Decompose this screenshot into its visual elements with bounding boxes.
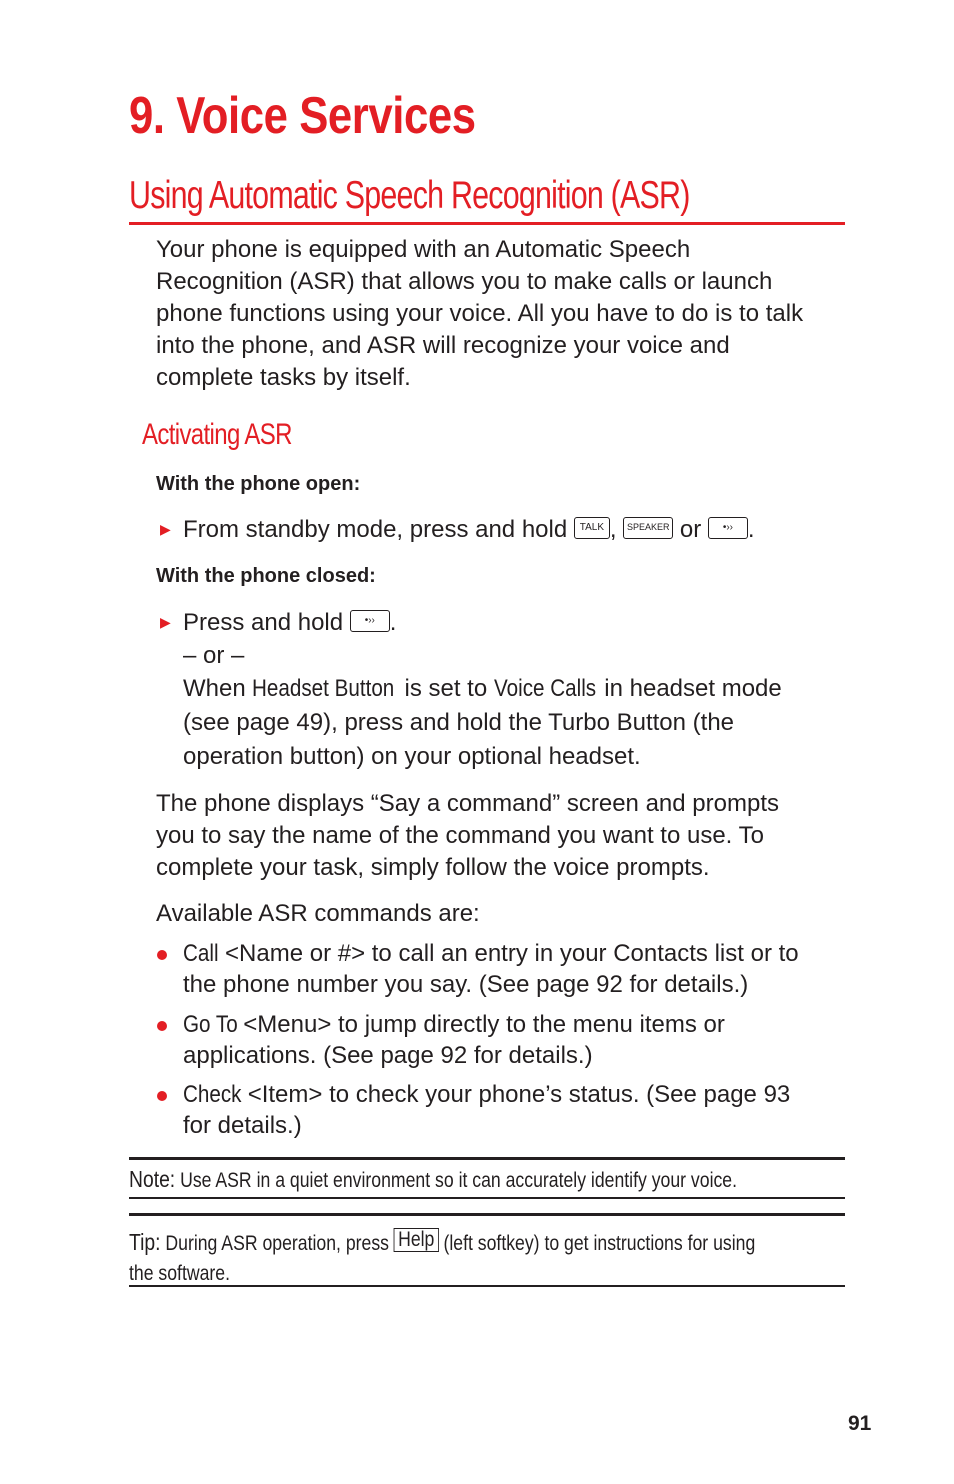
tip-bottom-rule bbox=[129, 1285, 845, 1287]
talk-key-icon: TALK bbox=[574, 517, 610, 539]
command-item: Check <Item> to check your phone’s status. (See page 93 for details.) bbox=[183, 1081, 791, 1139]
step-text: From standby mode, press and hold bbox=[183, 516, 568, 543]
phone-closed-label: With the phone closed: bbox=[156, 565, 376, 587]
chapter-title: 9. Voice Services bbox=[129, 87, 476, 145]
speaker-key-icon: SPEAKER bbox=[623, 517, 673, 539]
command-name: Go To bbox=[183, 1011, 238, 1038]
intro-line: phone functions using your voice. All you have to do is to talk bbox=[156, 300, 804, 327]
arrow-bullet-icon: ▶ bbox=[160, 614, 171, 630]
note bbox=[129, 1166, 737, 1193]
command-item: Call <Name or #> to call an entry in your Contacts list or to the phone number you say. (See page 92 for details.) bbox=[183, 940, 799, 998]
page-number: 91 bbox=[848, 1412, 872, 1435]
command-name: Check bbox=[183, 1081, 242, 1108]
headset-button-term: Headset Button bbox=[252, 675, 395, 702]
tip: Tip: During ASR operation, press Help (left softkey) to get instructions for using the software. bbox=[129, 1228, 756, 1285]
intro-line: Recognition (ASR) that allows you to make calls or launch bbox=[156, 268, 773, 295]
tip-top-rule bbox=[129, 1213, 845, 1216]
voice-key-icon: •›› bbox=[350, 610, 390, 632]
bullet-icon bbox=[157, 950, 167, 960]
phone-closed-step: Press and hold •›› . – or – When Headset Button is set to Voice Calls in headset mode (see page 49), press and hold the Turbo Button (the operation button) on your optional headset. bbox=[183, 609, 782, 770]
bullet-icon bbox=[157, 1091, 167, 1101]
note-top-rule bbox=[129, 1157, 845, 1160]
section-title: Using Automatic Speech Recognition (ASR) bbox=[129, 174, 690, 217]
phone-open-label: With the phone open: bbox=[156, 473, 361, 495]
command-name: Call bbox=[183, 940, 219, 967]
subsection-title: Activating ASR bbox=[142, 418, 292, 451]
help-softkey-icon: Help bbox=[394, 1228, 439, 1252]
tip-label: Tip: bbox=[129, 1229, 161, 1255]
phone-open-step: From standby mode, press and hold TALK , SPEAKER or •›› . bbox=[183, 516, 755, 543]
note-bottom-rule bbox=[129, 1197, 845, 1199]
note-text: Use ASR in a quiet environment so it can accurately identify your voice. bbox=[180, 1169, 738, 1192]
section-rule bbox=[129, 222, 845, 225]
bullet-icon bbox=[157, 1021, 167, 1031]
note-label: Note: bbox=[129, 1166, 176, 1192]
available-label: Available ASR commands are: bbox=[156, 900, 480, 927]
intro-paragraph bbox=[156, 234, 803, 394]
prompt-paragraph: The phone displays “Say a command” screen and prompts you to say the name of the command you want to use. To complete your task, simply follow the voice prompts. bbox=[156, 790, 779, 881]
intro-line: complete tasks by itself. bbox=[156, 364, 411, 391]
arrow-bullet-icon: ▶ bbox=[160, 521, 171, 537]
command-item: Go To <Menu> to jump directly to the menu items or applications. (See page 92 for details.) bbox=[183, 1011, 725, 1069]
voice-calls-term: Voice Calls bbox=[493, 675, 596, 702]
intro-line: into the phone, and ASR will recognize your voice and bbox=[156, 332, 730, 359]
voice-key-icon: •›› bbox=[708, 517, 748, 539]
intro-line: Your phone is equipped with an Automatic Speech bbox=[156, 236, 691, 263]
or-separator: – or – bbox=[183, 642, 245, 669]
